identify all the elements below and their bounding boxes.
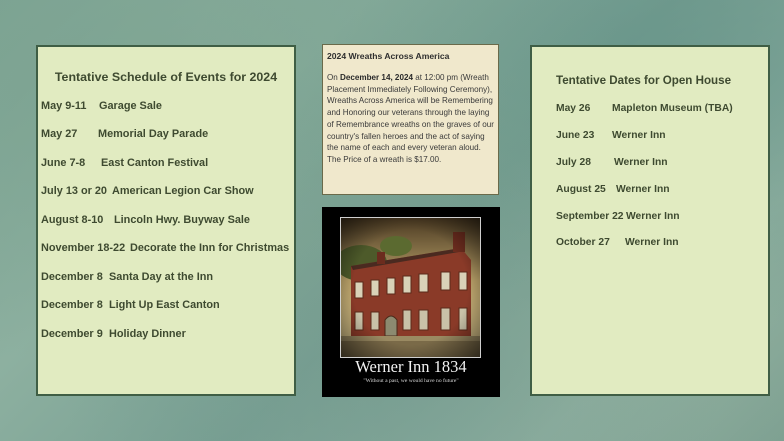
event-name: East Canton Festival (101, 157, 209, 169)
open-house-row (556, 103, 733, 114)
event-name: Santa Day at the Inn (109, 271, 214, 283)
event-name: American Legion Car Show (112, 185, 254, 197)
event-date: May 27 (41, 128, 78, 140)
open-house-place: Werner Inn (626, 211, 680, 222)
wreaths-date: December 14, 2024 (340, 73, 413, 82)
event-name: Garage Sale (99, 100, 162, 112)
open-house-row (556, 211, 680, 222)
open-house-row (556, 130, 666, 141)
event-name: Light Up East Canton (109, 299, 220, 311)
open-house-row (556, 237, 679, 248)
open-house-place: Werner Inn (625, 237, 679, 248)
open-house-row (556, 157, 668, 168)
event-row (41, 185, 254, 197)
event-date: July 13 or 20 (41, 185, 107, 197)
photo-quote: "Without a past, we would have no future" (363, 378, 459, 384)
event-row (41, 128, 208, 140)
event-name: Lincoln Hwy. Buyway Sale (114, 214, 250, 226)
event-name: Holiday Dinner (109, 328, 186, 340)
event-row (41, 299, 220, 311)
event-date: August 8-10 (41, 214, 104, 226)
werner-inn-photo (340, 217, 481, 358)
werner-inn-poster (322, 207, 500, 397)
event-row (41, 328, 186, 340)
event-row (41, 214, 250, 226)
wreaths-title: 2024 Wreaths Across America (327, 51, 450, 61)
event-name: Decorate the Inn for Christmas (130, 242, 290, 254)
event-date: December 8 (41, 271, 103, 283)
event-date: June 7-8 (41, 157, 86, 169)
event-row (41, 271, 213, 283)
open-house-row (556, 184, 670, 195)
event-row (41, 242, 289, 254)
event-date: December 8 (41, 299, 103, 311)
open-house-place: Werner Inn (614, 157, 668, 168)
event-row (41, 157, 208, 169)
event-date: November 18-22 (41, 242, 126, 254)
event-row (41, 100, 162, 112)
open-house-panel (530, 45, 770, 396)
open-house-date: October 27 (556, 237, 610, 248)
event-date: May 9-11 (41, 100, 87, 112)
open-house-title: Tentative Dates for Open House (556, 74, 732, 87)
open-house-place: Werner Inn (612, 130, 666, 141)
open-house-date: July 28 (556, 157, 591, 168)
open-house-date: September 22 (556, 211, 624, 222)
open-house-date: August 25 (556, 184, 606, 195)
wreaths-text: On December 14, 2024 at 12:00 pm (Wreath Placement Immediately Following Ceremony), Wreaths Across America will be Remembering and Honoring our veterans through the laying of Remembrance wreaths on the graves of our country's fallen heroes and the act of saying the name of each and every veteran aloud. The Price of a wreath is $17.00. (327, 73, 494, 164)
open-house-place: Mapleton Museum (TBA) (612, 103, 733, 114)
open-house-date: June 23 (556, 130, 595, 141)
wreaths-panel (322, 44, 499, 195)
event-name: Memorial Day Parade (98, 128, 209, 140)
event-date: December 9 (41, 328, 103, 340)
open-house-place: Werner Inn (616, 184, 670, 195)
photo-caption: Werner Inn 1834 (355, 357, 467, 376)
open-house-date: May 26 (556, 103, 591, 114)
events-title: Tentative Schedule of Events for 2024 (54, 70, 278, 84)
events-panel (36, 45, 296, 396)
